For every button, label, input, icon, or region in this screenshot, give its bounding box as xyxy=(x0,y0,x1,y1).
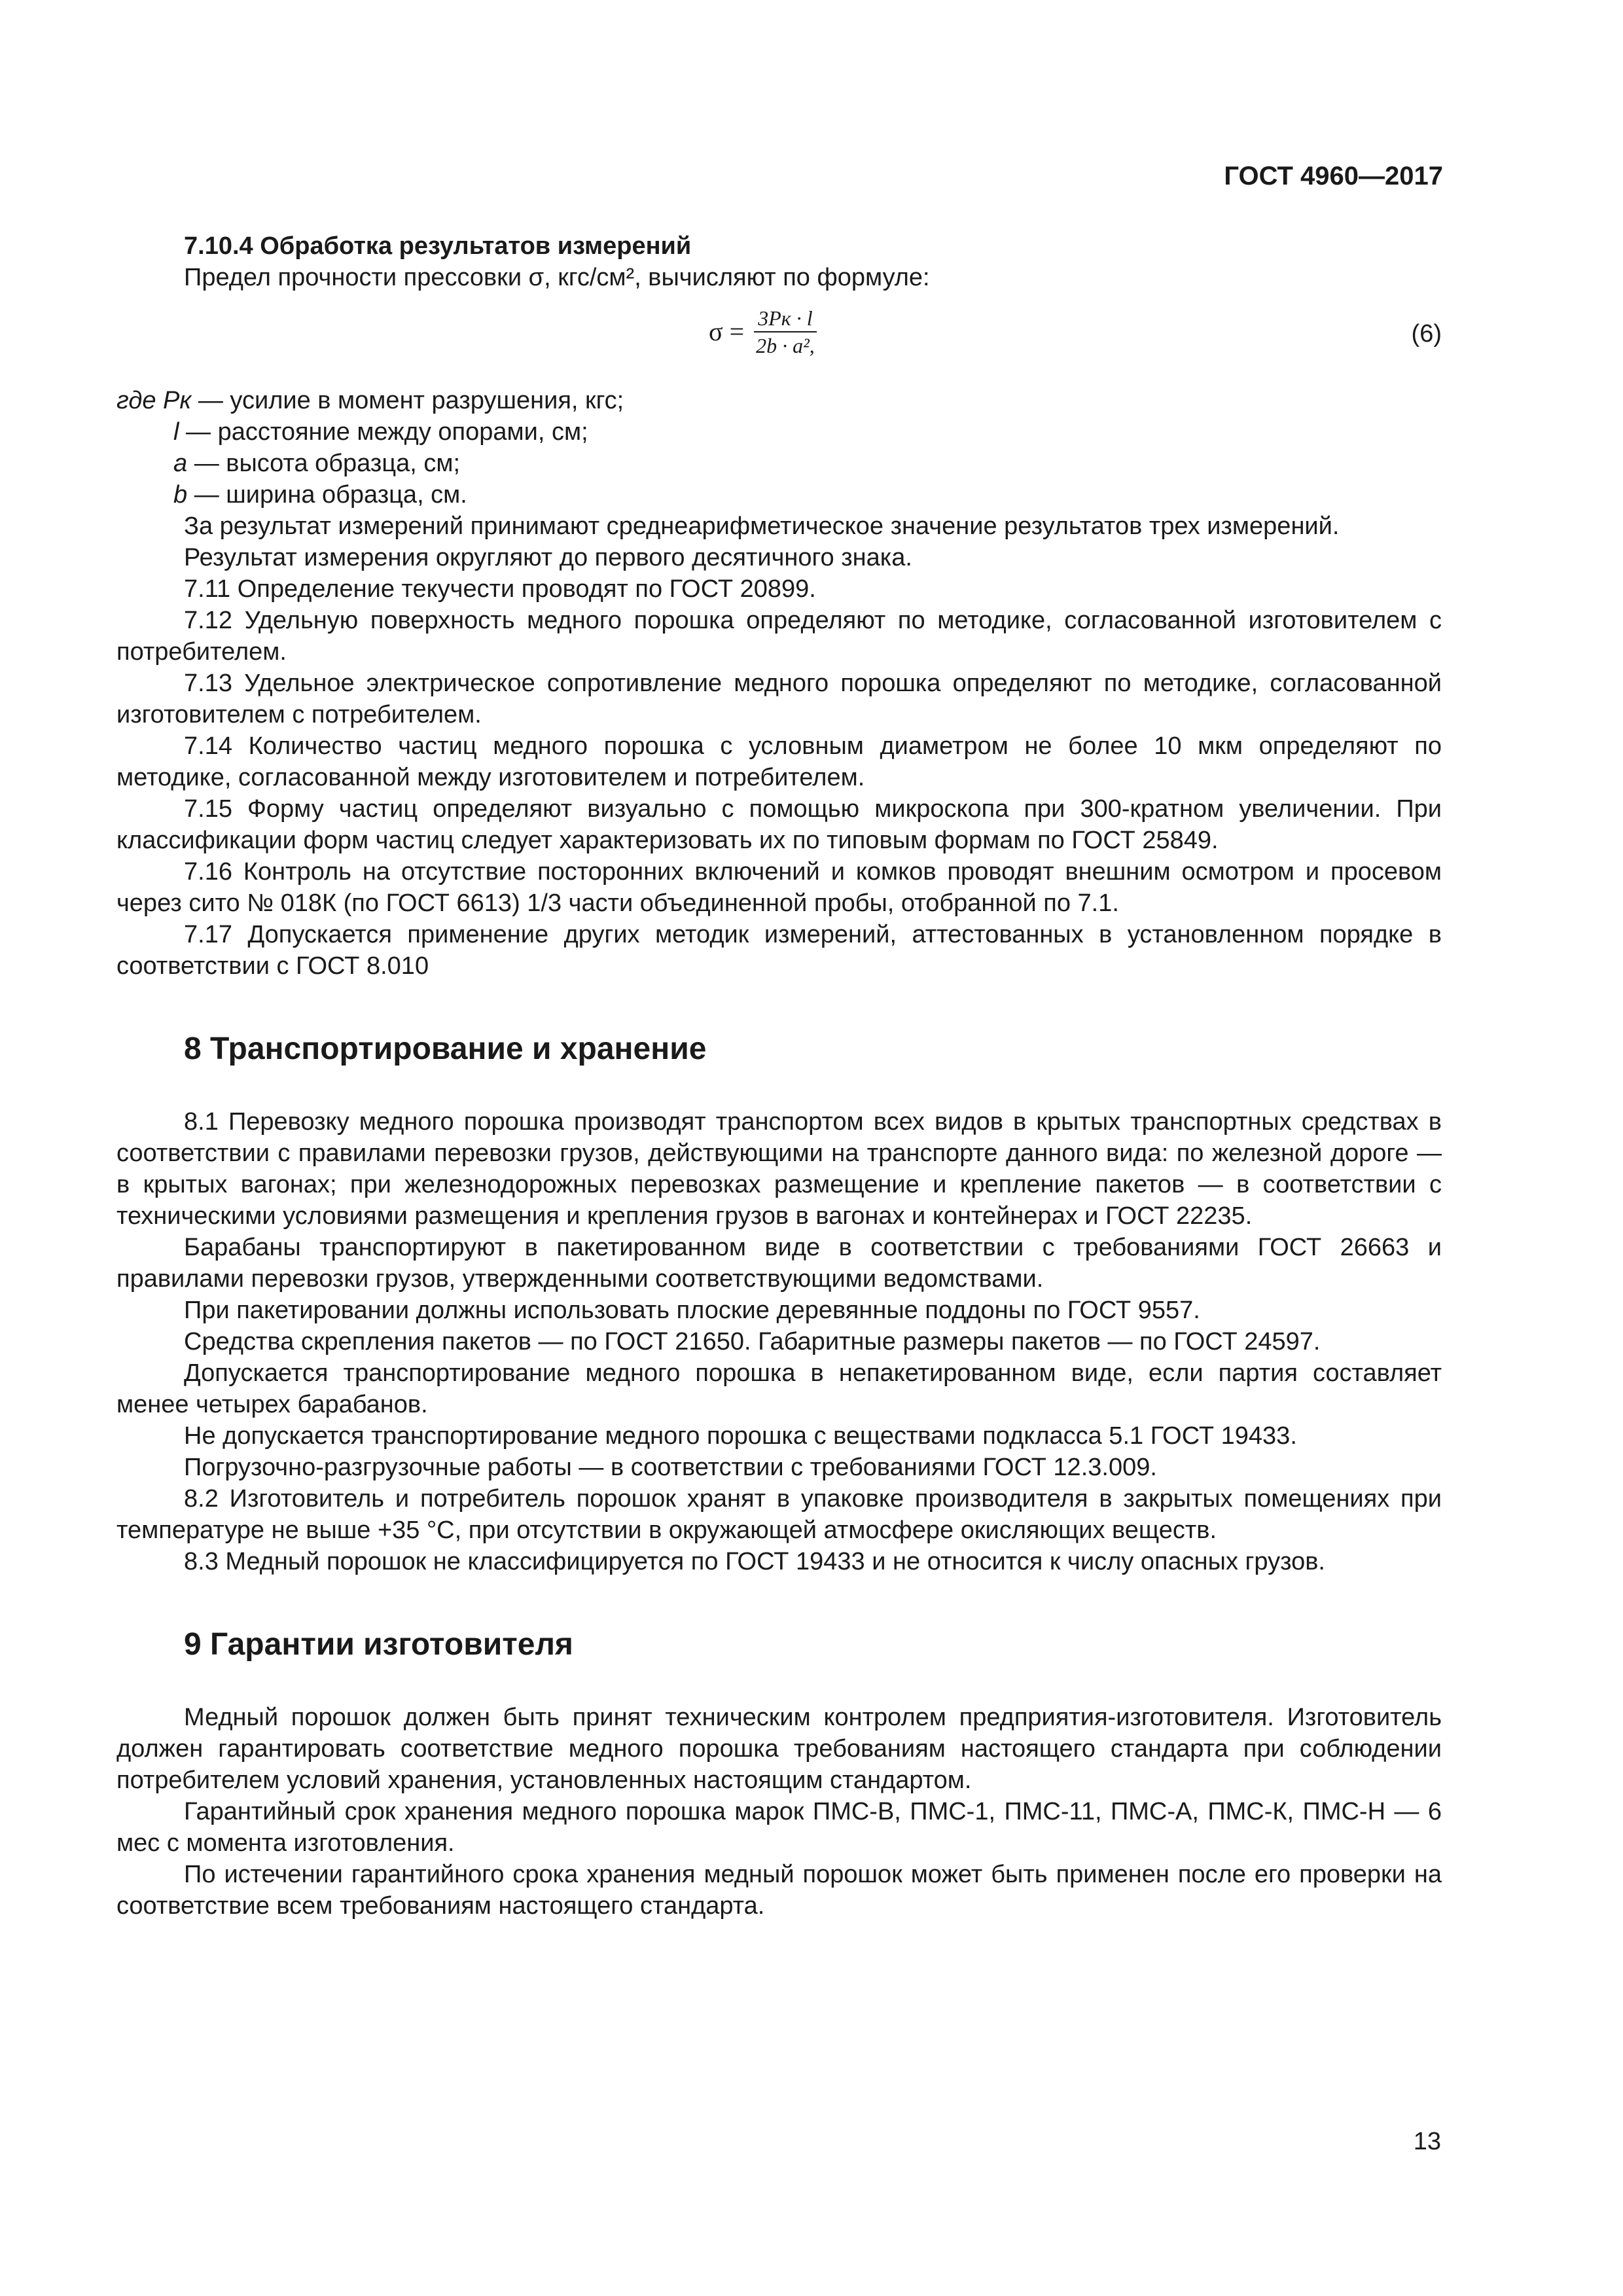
where-item: l — расстояние между опорами, см; xyxy=(173,418,588,446)
paragraph: Гарантийный срок хранения медного порошка марок ПМС-В, ПМС-1, ПМС-11, ПМС-А, ПМС-К, ПМС-Н — 6 мес с момента изготовления. xyxy=(116,1798,1442,1857)
paragraph: 7.13 Удельное электрическое сопротивление медного порошка определяют по методике, согласованной изготовителем с потребителем. xyxy=(116,670,1442,728)
paragraph: 7.14 Количество частиц медного порошка с условным диаметром не более 10 мкм определяют по методике, согласованной между изготовителем и потребителем. xyxy=(116,732,1442,791)
paragraph: Средства скрепления пакетов — по ГОСТ 21650. Габаритные размеры пакетов — по ГОСТ 24597. xyxy=(184,1328,1321,1355)
page-number: 13 xyxy=(1413,2128,1441,2155)
paragraph: Допускается транспортирование медного порошка в непакетированном виде, если партия составляет менее четырех барабанов. xyxy=(116,1359,1442,1418)
formula-numerator: 3Pк · l xyxy=(754,305,816,332)
paragraph: Барабаны транспортируют в пакетированном виде в соответствии с требованиями ГОСТ 26663 и правилами перевозки грузов, утвержденными соответствующими ведомствами. xyxy=(116,1234,1442,1293)
paragraph: 7.12 Удельную поверхность медного порошка определяют по методике, согласованной изготовителем с потребителем. xyxy=(116,607,1442,666)
formula-lhs: σ = xyxy=(709,317,745,346)
formula-denominator: 2b · a², xyxy=(756,334,815,357)
paragraph: Погрузочно-разгрузочные работы — в соответствии с требованиями ГОСТ 12.3.009. xyxy=(184,1454,1157,1481)
document-id: ГОСТ 4960—2017 xyxy=(1224,162,1443,190)
formula-fraction xyxy=(752,305,819,359)
formula xyxy=(709,305,819,359)
paragraph: 7.16 Контроль на отсутствие посторонних включений и комков проводят внешним осмотром и просевом через сито № 018К (по ГОСТ 6613) 1/3 части объединенной пробы, отобранной по 7.1. xyxy=(116,858,1442,917)
paragraph: При пакетировании должны использовать плоские деревянные поддоны по ГОСТ 9557. xyxy=(184,1297,1200,1324)
formula-intro: Предел прочности прессовки σ, кгс/см², вычисляют по формуле: xyxy=(184,264,930,291)
formula-number: (6) xyxy=(1411,320,1442,348)
where-list xyxy=(116,385,1442,511)
paragraph: 7.17 Допускается применение других методик измерений, аттестованных в установленном порядке в соответствии с ГОСТ 8.010 xyxy=(116,921,1442,980)
paragraph: 8.3 Медный порошок не классифицируется по ГОСТ 19433 и не относится к числу опасных грузов. xyxy=(184,1548,1325,1575)
subsection-title: 7.10.4 Обработка результатов измерений xyxy=(184,232,692,260)
section-title: 8 Транспортирование и хранение xyxy=(184,1031,707,1066)
paragraph: По истечении гарантийного срока хранения медный порошок может быть применен после его проверки на соответствие всем требованиям настоящего стандарта. xyxy=(116,1861,1442,1920)
where-item: a — высота образца, см; xyxy=(173,450,461,477)
where-item: b — ширина образца, см. xyxy=(173,481,467,509)
paragraph: 7.11 Определение текучести проводят по ГОСТ 20899. xyxy=(184,575,816,603)
paragraph: 8.1 Перевозку медного порошка производят транспортом всех видов в крытых транспортных средствах в соответствии с правилами перевозки грузов, действующими на транспорте данного вида: по железной дороге — в крытых вагонах; при железнодорожных перевозках размещение и крепление пакетов — в соответствии с техническими условиями размещения и крепления грузов в вагонах и контейнерах и ГОСТ 22235. xyxy=(116,1108,1442,1230)
paragraph: 8.2 Изготовитель и потребитель порошок хранят в упаковке производителя в закрытых помещениях при температуре не выше +35 °С, при отсутствии в окружающей атмосфере окисляющих веществ. xyxy=(116,1485,1442,1544)
formula-block xyxy=(116,293,1442,385)
paragraph: За результат измерений принимают среднеарифметическое значение результатов трех измерений. xyxy=(184,512,1340,540)
paragraph: Медный порошок должен быть принят техническим контролем предприятия-изготовителя. Изготовитель должен гарантировать соответствие медного порошка требованиям настоящего стандарта при соблюдении потребителем условий хранения, установленных настоящим стандартом. xyxy=(116,1704,1442,1794)
paragraph: Результат измерения округляют до первого десятичного знака. xyxy=(184,544,912,571)
paragraph: 7.15 Форму частиц определяют визуально с помощью микроскопа при 300-кратном увеличении. При классификации форм частиц следует характеризовать их по типовым формам по ГОСТ 25849. xyxy=(116,795,1442,854)
section-title: 9 Гарантии изготовителя xyxy=(184,1627,573,1662)
paragraph: Не допускается транспортирование медного порошка с веществами подкласса 5.1 ГОСТ 19433. xyxy=(184,1422,1297,1450)
where-item: где Pк — усилие в момент разрушения, кгс; xyxy=(116,387,624,414)
page-content xyxy=(116,230,1442,1922)
